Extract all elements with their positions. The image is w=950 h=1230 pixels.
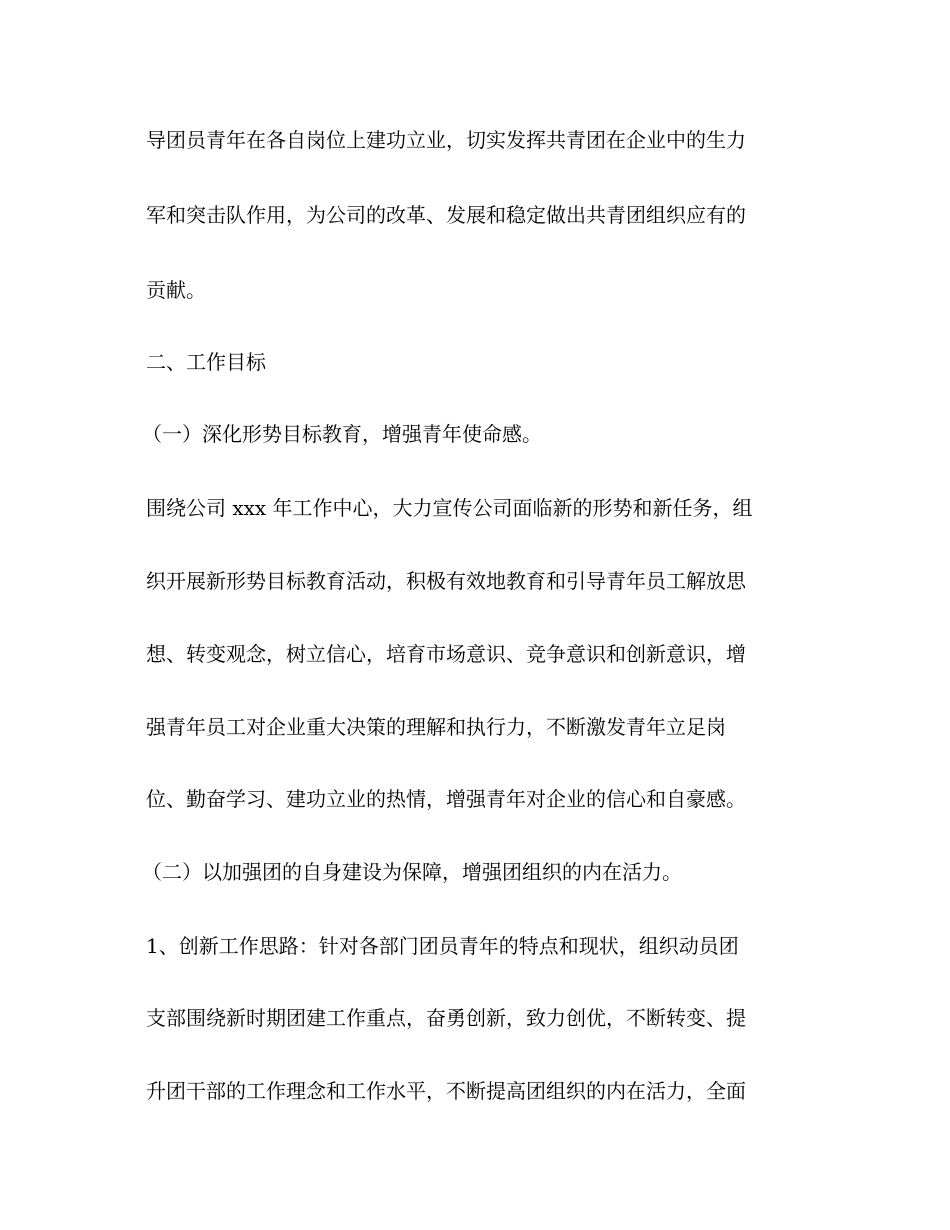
- body-text-line: 围绕公司 xxx 年工作中心，大力宣传公司面临新的形势和新任务，组: [146, 496, 753, 520]
- body-text-line: 想、转变观念，树立信心，培育市场意识、竞争意识和创新意识，增: [146, 642, 746, 666]
- body-text-line: 贡献。: [146, 278, 206, 302]
- body-text-line: 升团干部的工作理念和工作水平，不断提高团组织的内在活力，全面: [146, 1079, 746, 1103]
- section-heading: 二、工作目标: [146, 350, 266, 374]
- body-text-line: 军和突击队作用，为公司的改革、发展和稳定做出共青团组织应有的: [146, 203, 746, 227]
- subsection-heading: （一）深化形势目标教育，增强青年使命感。: [142, 422, 542, 446]
- body-text-line: 支部围绕新时期团建工作重点，奋勇创新，致力创优，不断转变、提: [146, 1006, 746, 1030]
- body-text-line: 位、勤奋学习、建功立业的热情，增强青年对企业的信心和自豪感。: [146, 787, 746, 811]
- body-text-line: 强青年员工对企业重大决策的理解和执行力，不断激发青年立足岗: [146, 715, 726, 739]
- body-text-line: 织开展新形势目标教育活动，积极有效地教育和引导青年员工解放思: [146, 569, 746, 593]
- body-text-line: 导团员青年在各自岗位上建功立业，切实发挥共青团在企业中的生力: [146, 128, 746, 152]
- body-text-line: 1、创新工作思路：针对各部门团员青年的特点和现状，组织动员团: [146, 934, 739, 958]
- subsection-heading: （二）以加强团的自身建设为保障，增强团组织的内在活力。: [142, 860, 682, 884]
